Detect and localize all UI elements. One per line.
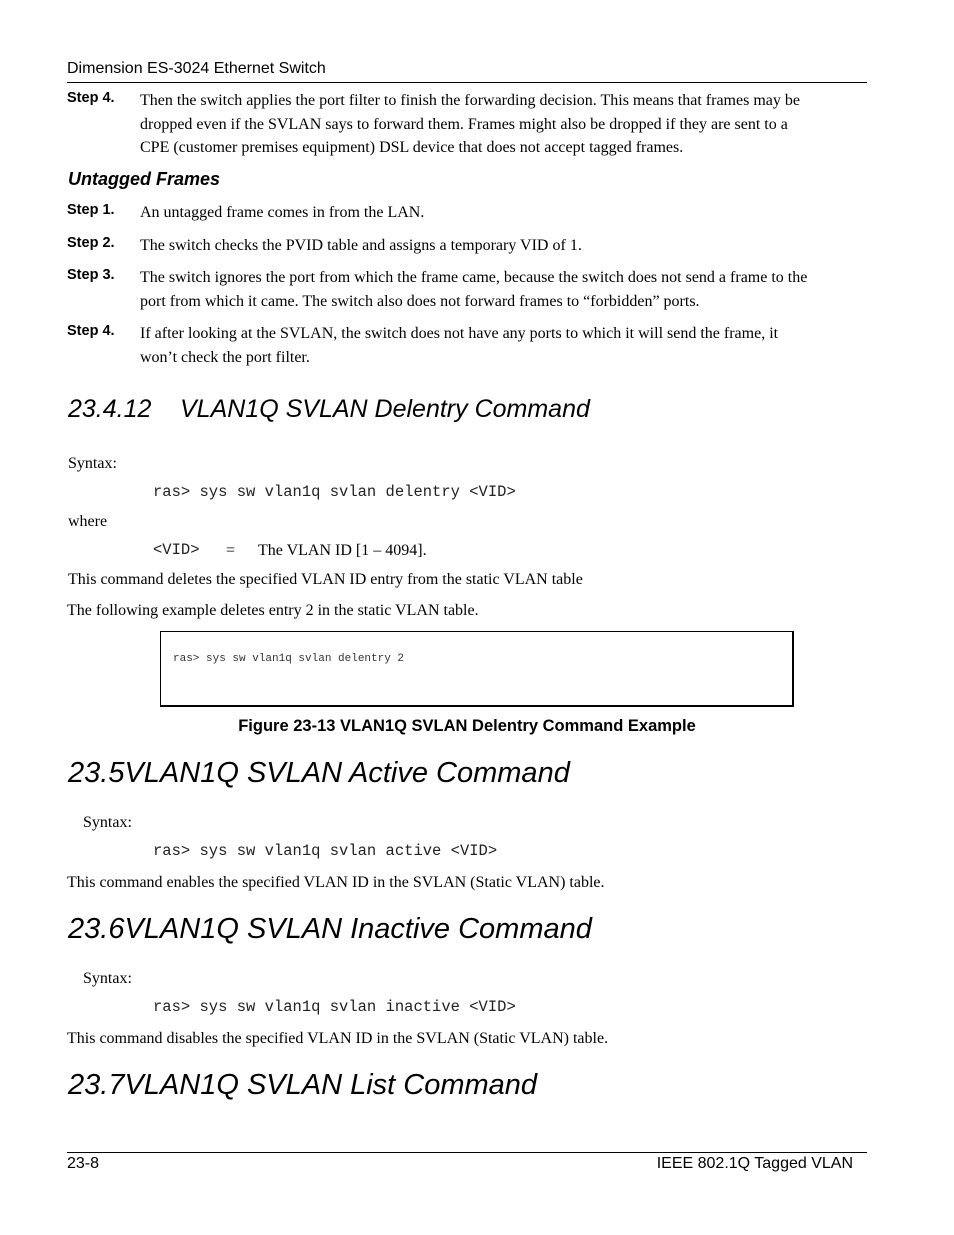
step-label: Step 4. (67, 90, 115, 106)
step-text-line: The switch ignores the port from which the frame came, because the switch does not send a frame to the (140, 269, 808, 286)
step-text (140, 234, 860, 258)
param-equals: = (226, 542, 236, 559)
where-label: where (68, 513, 108, 530)
untagged-step-1 (67, 201, 867, 225)
step-label: Step 3. (67, 267, 115, 283)
section-heading-list: 23.7VLAN1Q SVLAN List Command (68, 1069, 538, 1101)
page-number: 23-8 (67, 1155, 100, 1172)
syntax-code: ras> sys sw vlan1q svlan delentry <VID> (153, 483, 516, 501)
section-heading-inactive: 23.6VLAN1Q SVLAN Inactive Command (68, 913, 592, 945)
step-label: Step 4. (67, 323, 115, 339)
section-heading-delentry (68, 395, 590, 424)
example-code-box (160, 631, 794, 707)
step-text-line: CPE (customer premises equipment) DSL device that does not accept tagged frames. (140, 139, 684, 156)
section-heading-active: 23.5VLAN1Q SVLAN Active Command (68, 757, 570, 789)
step-text (140, 201, 860, 225)
param-name: <VID> (153, 541, 200, 559)
chapter-title: IEEE 802.1Q Tagged VLAN (656, 1155, 853, 1172)
step-text-line: dropped even if the SVLAN says to forward them. Frames might also be dropped if they are sent to a (140, 115, 788, 133)
section-title: VLAN1Q SVLAN Delentry Command (180, 395, 590, 423)
section-number: 23.4.12 (68, 395, 152, 423)
example-intro: The following example deletes entry 2 in the static VLAN table. (67, 602, 479, 619)
example-code: ras> sys sw vlan1q svlan delentry 2 (173, 653, 405, 665)
step-text (140, 89, 860, 160)
untagged-frames-heading: Untagged Frames (68, 169, 221, 189)
param-description: The VLAN ID [1 – 4094]. (258, 542, 427, 559)
syntax-label: Syntax: (83, 814, 132, 831)
syntax-code: ras> sys sw vlan1q svlan active <VID> (153, 842, 498, 860)
step-text-line: won’t check the port filter. (140, 348, 310, 366)
syntax-label: Syntax: (68, 455, 117, 472)
untagged-step-3 (67, 266, 867, 314)
step-label: Step 1. (67, 202, 115, 218)
step-text-line: The switch checks the PVID table and assigns a temporary VID of 1. (140, 237, 582, 254)
footer-divider (67, 1152, 867, 1153)
running-header-title: Dimension ES-3024 Ethernet Switch (67, 60, 326, 77)
command-description: This command disables the specified VLAN ID in the SVLAN (Static VLAN) table. (67, 1030, 609, 1047)
step-text-line: port from which it came. The switch also does not forward frames to “forbidden” ports. (140, 292, 700, 310)
syntax-code: ras> sys sw vlan1q svlan inactive <VID> (153, 998, 516, 1016)
step-text-line: If after looking at the SVLAN, the switch does not have any ports to which it will send the frame, it (140, 325, 779, 342)
step-text-line: Then the switch applies the port filter to finish the forwarding decision. This means that frames may be (140, 92, 800, 109)
header-divider (67, 82, 867, 83)
command-description: This command deletes the specified VLAN ID entry from the static VLAN table (68, 571, 583, 588)
step-text (140, 322, 860, 369)
syntax-label: Syntax: (83, 970, 132, 987)
figure-caption: Figure 23-13 VLAN1Q SVLAN Delentry Command Example (238, 717, 696, 735)
step-text (140, 266, 860, 313)
step-label: Step 2. (67, 235, 115, 251)
step-text-line: An untagged frame comes in from the LAN. (140, 204, 425, 221)
untagged-step-4 (67, 322, 867, 370)
command-description: This command enables the specified VLAN ID in the SVLAN (Static VLAN) table. (67, 874, 605, 891)
tagged-step-4 (67, 89, 867, 161)
untagged-step-2 (67, 234, 867, 258)
